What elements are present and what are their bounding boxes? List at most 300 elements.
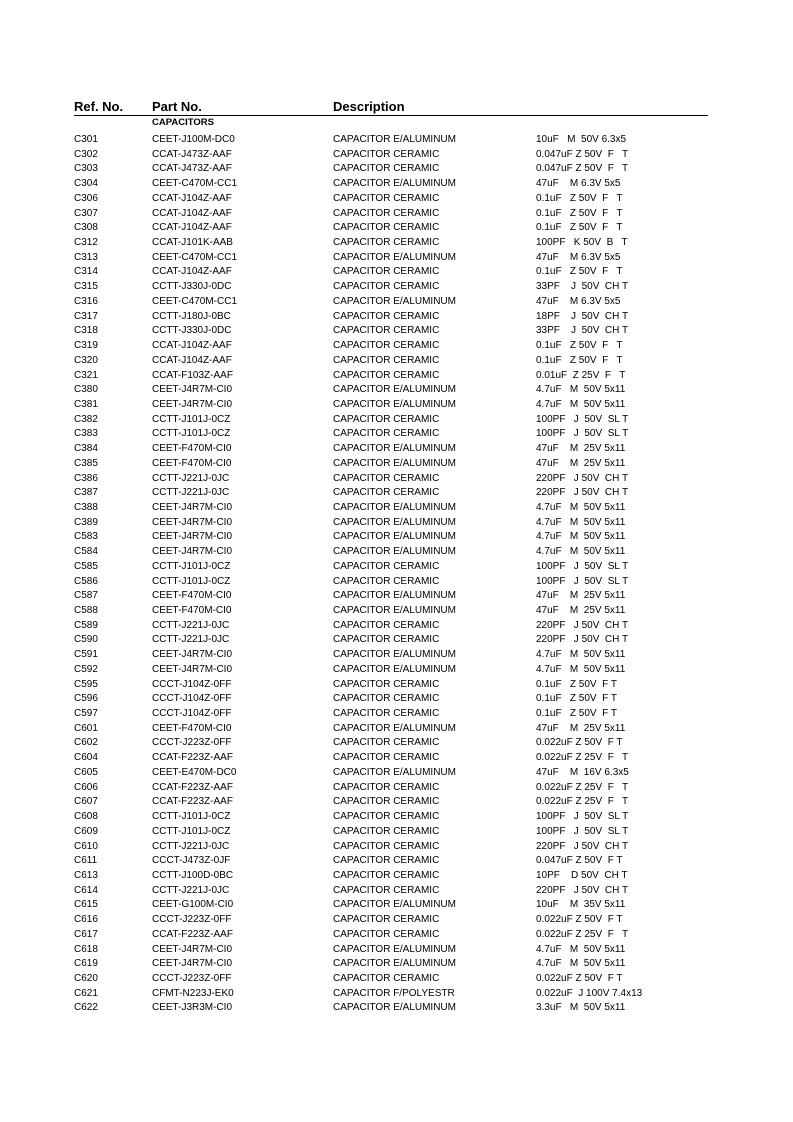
ref-no-cell: C587 <box>74 590 98 602</box>
part-no-cell: CCTT-J100D-0BC <box>152 869 234 881</box>
ref-no-cell: C611 <box>74 855 98 867</box>
description-cell: CAPACITOR CERAMIC <box>333 825 440 837</box>
table-row <box>0 678 793 693</box>
spec-cell: 0.1uF Z 50V F T <box>536 340 623 352</box>
part-no-cell: CEET-C470M-CC1 <box>152 295 238 307</box>
table-row <box>0 825 793 840</box>
part-no-cell: CCTT-J330J-0DC <box>152 325 232 337</box>
spec-cell: 0.022uF Z 50V F T <box>536 737 623 749</box>
spec-cell: 4.7uF M 50V 5x11 <box>536 546 626 558</box>
table-row <box>0 324 793 339</box>
part-no-cell: CCTT-J101J-0CZ <box>152 428 231 440</box>
ref-no-cell: C387 <box>74 487 98 499</box>
description-cell: CAPACITOR CERAMIC <box>333 163 440 175</box>
ref-no-cell: C318 <box>74 325 98 337</box>
part-no-cell: CCAT-J104Z-AAF <box>152 354 232 366</box>
ref-no-cell: C388 <box>74 501 98 513</box>
description-cell: CAPACITOR CERAMIC <box>333 884 440 896</box>
description-cell: CAPACITOR E/ALUMINUM <box>333 457 456 469</box>
spec-cell: 100PF J 50V SL T <box>536 413 629 425</box>
spec-cell: 10uF M 50V 6.3x5 <box>536 134 627 145</box>
description-cell: CAPACITOR E/ALUMINUM <box>333 443 456 455</box>
spec-cell: 100PF K 50V B T <box>536 237 628 249</box>
part-no-cell: CEET-J4R7M-CI0 <box>152 501 233 513</box>
spec-cell: 0.047uF Z 50V F T <box>536 163 629 175</box>
ref-no-cell: C606 <box>74 781 98 793</box>
description-cell: CAPACITOR CERAMIC <box>333 340 440 352</box>
description-cell: CAPACITOR CERAMIC <box>333 634 440 646</box>
ref-no-cell: C616 <box>74 914 98 926</box>
ref-no-cell: C304 <box>74 178 98 190</box>
part-no-cell: CEET-F470M-CI0 <box>152 443 232 455</box>
part-no-cell: CEET-F470M-CI0 <box>152 605 232 616</box>
table-row <box>0 207 793 222</box>
table-row <box>0 530 793 545</box>
ref-no-cell: C595 <box>74 678 98 690</box>
ref-no-cell: C308 <box>74 222 98 234</box>
spec-cell: 47uF M 25V 5x11 <box>536 590 626 602</box>
ref-no-cell: C312 <box>74 237 98 249</box>
ref-no-cell: C306 <box>74 192 98 204</box>
table-row <box>0 987 793 1002</box>
description-cell: CAPACITOR CERAMIC <box>333 207 440 219</box>
spec-cell: 33PF J 50V CH T <box>536 281 629 293</box>
ref-no-cell: C314 <box>74 266 98 278</box>
description-cell: CAPACITOR CERAMIC <box>333 266 440 278</box>
ref-no-cell: C303 <box>74 163 98 175</box>
spec-cell: 4.7uF M 50V 5x11 <box>536 398 626 410</box>
description-cell: CAPACITOR CERAMIC <box>333 972 440 984</box>
description-cell: CAPACITOR CERAMIC <box>333 914 440 926</box>
part-no-cell: CCAT-J473Z-AAF <box>152 163 232 175</box>
spec-cell: 47uF M 6.3V 5x5 <box>536 251 621 263</box>
table-row <box>0 795 793 810</box>
part-no-cell: CEET-J4R7M-CI0 <box>152 663 233 675</box>
ref-no-cell: C622 <box>74 1002 98 1014</box>
spec-cell: 47uF M 25V 5x11 <box>536 605 626 616</box>
part-no-cell: CCTT-J101J-0CZ <box>152 413 231 425</box>
ref-no-cell: C604 <box>74 752 98 764</box>
ref-no-cell: C584 <box>74 546 98 558</box>
description-cell: CAPACITOR E/ALUMINUM <box>333 1002 456 1014</box>
part-no-cell: CCCT-J223Z-0FF <box>152 914 232 926</box>
part-no-cell: CEET-E470M-DC0 <box>152 766 237 778</box>
table-row <box>0 589 793 604</box>
ref-no-cell: C301 <box>74 134 98 145</box>
spec-cell: 4.7uF M 50V 5x11 <box>536 531 626 543</box>
description-cell: CAPACITOR CERAMIC <box>333 148 440 160</box>
description-cell: CAPACITOR E/ALUMINUM <box>333 649 456 661</box>
part-no-cell: CEET-J3R3M-CI0 <box>152 1002 233 1014</box>
ref-no-cell: C597 <box>74 708 98 720</box>
table-row <box>0 339 793 354</box>
spec-cell: 4.7uF M 50V 5x11 <box>536 943 626 955</box>
part-no-cell: CCTT-J101J-0CZ <box>152 575 231 587</box>
spec-cell: 220PF J 50V CH T <box>536 487 629 499</box>
ref-no-cell: C602 <box>74 737 98 749</box>
table-row <box>0 427 793 442</box>
table-row <box>0 221 793 236</box>
description-cell: CAPACITOR CERAMIC <box>333 855 440 867</box>
table-row <box>0 545 793 560</box>
ref-no-cell: C607 <box>74 796 98 808</box>
table-row <box>0 736 793 751</box>
spec-cell: 0.1uF Z 50V F T <box>536 266 623 278</box>
section-title: CAPACITORS <box>152 117 214 128</box>
description-cell: CAPACITOR CERAMIC <box>333 708 440 720</box>
table-row <box>0 457 793 472</box>
part-no-cell: CCAT-J104Z-AAF <box>152 266 232 278</box>
part-no-cell: CCCT-J223Z-0FF <box>152 972 232 984</box>
description-cell: CAPACITOR E/ALUMINUM <box>333 663 456 675</box>
ref-no-cell: C592 <box>74 663 98 675</box>
spec-cell: 220PF J 50V CH T <box>536 619 629 631</box>
part-no-cell: CCTT-J221J-0JC <box>152 487 230 499</box>
description-cell: CAPACITOR E/ALUMINUM <box>333 516 456 528</box>
table-row <box>0 943 793 958</box>
table-row <box>0 575 793 590</box>
spec-cell: 0.1uF Z 50V F T <box>536 678 617 690</box>
description-cell: CAPACITOR E/ALUMINUM <box>333 384 456 396</box>
description-cell: CAPACITOR E/ALUMINUM <box>333 295 456 307</box>
ref-no-cell: C601 <box>74 722 98 734</box>
ref-no-cell: C313 <box>74 251 98 263</box>
description-cell: CAPACITOR CERAMIC <box>333 796 440 808</box>
header-part-no: Part No. <box>152 99 202 114</box>
spec-cell: 0.022uF Z 25V F T <box>536 781 629 793</box>
ref-no-cell: C302 <box>74 148 98 160</box>
ref-no-cell: C583 <box>74 531 98 543</box>
spec-cell: 0.1uF Z 50V F T <box>536 207 623 219</box>
ref-no-cell: C585 <box>74 560 98 572</box>
spec-cell: 0.047uF Z 50V F T <box>536 148 629 160</box>
description-cell: CAPACITOR CERAMIC <box>333 310 440 322</box>
description-cell: CAPACITOR E/ALUMINUM <box>333 546 456 558</box>
spec-cell: 0.022uF Z 25V F T <box>536 928 629 940</box>
part-no-cell: CEET-F470M-CI0 <box>152 722 232 734</box>
description-cell: CAPACITOR CERAMIC <box>333 781 440 793</box>
spec-cell: 33PF J 50V CH T <box>536 325 629 337</box>
table-row <box>0 633 793 648</box>
description-cell: CAPACITOR E/ALUMINUM <box>333 178 456 190</box>
table-row <box>0 707 793 722</box>
spec-cell: 4.7uF M 50V 5x11 <box>536 501 626 513</box>
ref-no-cell: C319 <box>74 340 98 352</box>
spec-cell: 0.047uF Z 50V F T <box>536 855 623 867</box>
ref-no-cell: C380 <box>74 384 98 396</box>
table-row <box>0 398 793 413</box>
spec-cell: 100PF J 50V SL T <box>536 811 629 823</box>
part-no-cell: CCCT-J473Z-0JF <box>152 855 231 867</box>
part-no-cell: CCAT-F223Z-AAF <box>152 752 233 764</box>
ref-no-cell: C586 <box>74 575 98 587</box>
description-cell: CAPACITOR CERAMIC <box>333 281 440 293</box>
part-no-cell: CCAT-F103Z-AAF <box>152 369 233 381</box>
table-row <box>0 810 793 825</box>
part-no-cell: CCCT-J104Z-0FF <box>152 708 232 720</box>
table-row <box>0 869 793 884</box>
description-cell: CAPACITOR CERAMIC <box>333 678 440 690</box>
spec-cell: 0.1uF Z 50V F T <box>536 693 617 705</box>
part-no-cell: CCTT-J221J-0JC <box>152 884 230 896</box>
spec-cell: 47uF M 25V 5x11 <box>536 457 626 469</box>
spec-cell: 100PF J 50V SL T <box>536 825 629 837</box>
spec-cell: 100PF J 50V SL T <box>536 560 629 572</box>
part-no-cell: CEET-C470M-CC1 <box>152 178 238 190</box>
part-no-cell: CEET-J4R7M-CI0 <box>152 546 233 558</box>
header-divider <box>74 115 708 116</box>
part-no-cell: CCAT-J104Z-AAF <box>152 340 232 352</box>
table-row <box>0 648 793 663</box>
part-no-cell: CCTT-J221J-0JC <box>152 634 230 646</box>
ref-no-cell: C620 <box>74 972 98 984</box>
description-cell: CAPACITOR E/ALUMINUM <box>333 398 456 410</box>
table-row <box>0 840 793 855</box>
table-row <box>0 413 793 428</box>
description-cell: CAPACITOR CERAMIC <box>333 619 440 631</box>
spec-cell: 0.1uF Z 50V F T <box>536 708 617 720</box>
spec-cell: 4.7uF M 50V 5x11 <box>536 649 626 661</box>
table-row <box>0 516 793 531</box>
part-no-cell: CCTT-J180J-0BC <box>152 310 231 322</box>
table-row <box>0 177 793 192</box>
part-no-cell: CEET-J4R7M-CI0 <box>152 398 233 410</box>
part-no-cell: CCAT-J104Z-AAF <box>152 192 232 204</box>
table-row <box>0 442 793 457</box>
table-row <box>0 192 793 207</box>
part-no-cell: CCTT-J221J-0JC <box>152 619 230 631</box>
spec-cell: 0.022uF Z 25V F T <box>536 796 629 808</box>
table-row <box>0 663 793 678</box>
table-row <box>0 354 793 369</box>
ref-no-cell: C617 <box>74 928 98 940</box>
description-cell: CAPACITOR CERAMIC <box>333 354 440 366</box>
parts-list <box>0 133 793 1016</box>
table-row <box>0 854 793 869</box>
table-row <box>0 310 793 325</box>
part-no-cell: CCAT-F223Z-AAF <box>152 796 233 808</box>
table-row <box>0 369 793 384</box>
table-row <box>0 781 793 796</box>
ref-no-cell: C618 <box>74 943 98 955</box>
spec-cell: 18PF J 50V CH T <box>536 310 629 322</box>
spec-cell: 220PF J 50V CH T <box>536 840 629 852</box>
ref-no-cell: C383 <box>74 428 98 440</box>
spec-cell: 100PF J 50V SL T <box>536 428 629 440</box>
description-cell: CAPACITOR E/ALUMINUM <box>333 722 456 734</box>
table-row <box>0 236 793 251</box>
spec-cell: 0.01uF Z 25V F T <box>536 369 626 381</box>
spec-cell: 0.022uF J 100V 7.4x13 <box>536 987 643 999</box>
spec-cell: 0.1uF Z 50V F T <box>536 354 623 366</box>
part-no-cell: CEET-J100M-DC0 <box>152 134 235 145</box>
spec-cell: 4.7uF M 50V 5x11 <box>536 663 626 675</box>
table-row <box>0 913 793 928</box>
table-row <box>0 560 793 575</box>
ref-no-cell: C382 <box>74 413 98 425</box>
table-row <box>0 957 793 972</box>
description-cell: CAPACITOR E/ALUMINUM <box>333 605 456 616</box>
table-row <box>0 501 793 516</box>
table-row <box>0 1001 793 1016</box>
ref-no-cell: C589 <box>74 619 98 631</box>
part-no-cell: CEET-F470M-CI0 <box>152 457 232 469</box>
ref-no-cell: C316 <box>74 295 98 307</box>
table-row <box>0 928 793 943</box>
part-no-cell: CCTT-J101J-0CZ <box>152 811 231 823</box>
table-row <box>0 162 793 177</box>
ref-no-cell: C590 <box>74 634 98 646</box>
description-cell: CAPACITOR CERAMIC <box>333 693 440 705</box>
spec-cell: 4.7uF M 50V 5x11 <box>536 516 626 528</box>
spec-cell: 0.022uF Z 25V F T <box>536 752 629 764</box>
description-cell: CAPACITOR E/ALUMINUM <box>333 501 456 513</box>
description-cell: CAPACITOR CERAMIC <box>333 869 440 881</box>
table-row <box>0 884 793 899</box>
part-no-cell: CEET-F470M-CI0 <box>152 590 232 602</box>
table-row <box>0 972 793 987</box>
description-cell: CAPACITOR E/ALUMINUM <box>333 531 456 543</box>
description-cell: CAPACITOR CERAMIC <box>333 237 440 249</box>
description-cell: CAPACITOR CERAMIC <box>333 222 440 234</box>
part-no-cell: CCTT-J101J-0CZ <box>152 825 231 837</box>
description-cell: CAPACITOR F/POLYESTR <box>333 987 455 999</box>
description-cell: CAPACITOR CERAMIC <box>333 325 440 337</box>
spec-cell: 220PF J 50V CH T <box>536 634 629 646</box>
spec-cell: 3.3uF M 50V 5x11 <box>536 1002 626 1014</box>
ref-no-cell: C317 <box>74 310 98 322</box>
spec-cell: 0.022uF Z 50V F T <box>536 914 623 926</box>
spec-cell: 100PF J 50V SL T <box>536 575 629 587</box>
description-cell: CAPACITOR CERAMIC <box>333 811 440 823</box>
description-cell: CAPACITOR CERAMIC <box>333 428 440 440</box>
part-no-cell: CCCT-J223Z-0FF <box>152 737 232 749</box>
part-no-cell: CEET-C470M-CC1 <box>152 251 238 263</box>
part-no-cell: CCCT-J104Z-0FF <box>152 678 232 690</box>
table-row <box>0 751 793 766</box>
description-cell: CAPACITOR CERAMIC <box>333 472 440 484</box>
ref-no-cell: C609 <box>74 825 98 837</box>
table-row <box>0 295 793 310</box>
part-no-cell: CCAT-J104Z-AAF <box>152 222 232 234</box>
spec-cell: 47uF M 6.3V 5x5 <box>536 178 621 190</box>
description-cell: CAPACITOR CERAMIC <box>333 560 440 572</box>
table-row <box>0 265 793 280</box>
description-cell: CAPACITOR CERAMIC <box>333 369 440 381</box>
table-row <box>0 472 793 487</box>
ref-no-cell: C591 <box>74 649 98 661</box>
ref-no-cell: C588 <box>74 605 98 616</box>
table-row <box>0 251 793 266</box>
ref-no-cell: C386 <box>74 472 98 484</box>
table-row <box>0 722 793 737</box>
ref-no-cell: C613 <box>74 869 98 881</box>
part-no-cell: CEET-J4R7M-CI0 <box>152 384 233 396</box>
spec-cell: 10PF D 50V CH T <box>536 869 628 881</box>
description-cell: CAPACITOR E/ALUMINUM <box>333 958 456 970</box>
ref-no-cell: C614 <box>74 884 98 896</box>
spec-cell: 0.1uF Z 50V F T <box>536 192 623 204</box>
part-no-cell: CEET-J4R7M-CI0 <box>152 516 233 528</box>
table-row <box>0 898 793 913</box>
ref-no-cell: C315 <box>74 281 98 293</box>
spec-cell: 47uF M 6.3V 5x5 <box>536 295 621 307</box>
part-no-cell: CEET-J4R7M-CI0 <box>152 531 233 543</box>
ref-no-cell: C610 <box>74 840 98 852</box>
part-no-cell: CCTT-J101J-0CZ <box>152 560 231 572</box>
description-cell: CAPACITOR CERAMIC <box>333 413 440 425</box>
spec-cell: 4.7uF M 50V 5x11 <box>536 384 626 396</box>
table-row <box>0 766 793 781</box>
table-row <box>0 133 793 148</box>
spec-cell: 10uF M 35V 5x11 <box>536 899 626 911</box>
part-no-cell: CCAT-F223Z-AAF <box>152 928 233 940</box>
description-cell: CAPACITOR E/ALUMINUM <box>333 251 456 263</box>
description-cell: CAPACITOR E/ALUMINUM <box>333 899 456 911</box>
ref-no-cell: C320 <box>74 354 98 366</box>
part-no-cell: CCTT-J221J-0JC <box>152 840 230 852</box>
spec-cell: 47uF M 25V 5x11 <box>536 722 626 734</box>
description-cell: CAPACITOR CERAMIC <box>333 192 440 204</box>
spec-cell: 0.1uF Z 50V F T <box>536 222 623 234</box>
part-no-cell: CCAT-F223Z-AAF <box>152 781 233 793</box>
header-description: Description <box>333 99 405 114</box>
part-no-cell: CFMT-N223J-EK0 <box>152 987 234 999</box>
part-no-cell: CCCT-J104Z-0FF <box>152 693 232 705</box>
description-cell: CAPACITOR CERAMIC <box>333 840 440 852</box>
part-no-cell: CCAT-J473Z-AAF <box>152 148 232 160</box>
table-row <box>0 486 793 501</box>
description-cell: CAPACITOR E/ALUMINUM <box>333 134 456 145</box>
spec-cell: 220PF J 50V CH T <box>536 472 629 484</box>
part-no-cell: CCTT-J330J-0DC <box>152 281 232 293</box>
spec-cell: 0.022uF Z 50V F T <box>536 972 623 984</box>
spec-cell: 4.7uF M 50V 5x11 <box>536 958 626 970</box>
part-no-cell: CCTT-J221J-0JC <box>152 472 230 484</box>
ref-no-cell: C605 <box>74 766 98 778</box>
spec-cell: 220PF J 50V CH T <box>536 884 629 896</box>
description-cell: CAPACITOR E/ALUMINUM <box>333 766 456 778</box>
table-row <box>0 383 793 398</box>
spec-cell: 47uF M 25V 5x11 <box>536 443 626 455</box>
part-no-cell: CCAT-J104Z-AAF <box>152 207 232 219</box>
part-no-cell: CEET-J4R7M-CI0 <box>152 649 233 661</box>
ref-no-cell: C321 <box>74 369 98 381</box>
table-row <box>0 619 793 634</box>
ref-no-cell: C389 <box>74 516 98 528</box>
description-cell: CAPACITOR CERAMIC <box>333 487 440 499</box>
ref-no-cell: C385 <box>74 457 98 469</box>
ref-no-cell: C619 <box>74 958 98 970</box>
spec-cell: 47uF M 16V 6.3x5 <box>536 766 629 778</box>
ref-no-cell: C384 <box>74 443 98 455</box>
part-no-cell: CEET-G100M-CI0 <box>152 899 234 911</box>
description-cell: CAPACITOR CERAMIC <box>333 737 440 749</box>
ref-no-cell: C596 <box>74 693 98 705</box>
part-no-cell: CCAT-J101K-AAB <box>152 237 233 249</box>
table-row <box>0 280 793 295</box>
ref-no-cell: C621 <box>74 987 98 999</box>
part-no-cell: CEET-J4R7M-CI0 <box>152 958 233 970</box>
ref-no-cell: C615 <box>74 899 98 911</box>
part-no-cell: CEET-J4R7M-CI0 <box>152 943 233 955</box>
table-row <box>0 692 793 707</box>
description-cell: CAPACITOR E/ALUMINUM <box>333 590 456 602</box>
description-cell: CAPACITOR CERAMIC <box>333 752 440 764</box>
ref-no-cell: C608 <box>74 811 98 823</box>
table-row <box>0 148 793 163</box>
description-cell: CAPACITOR CERAMIC <box>333 928 440 940</box>
